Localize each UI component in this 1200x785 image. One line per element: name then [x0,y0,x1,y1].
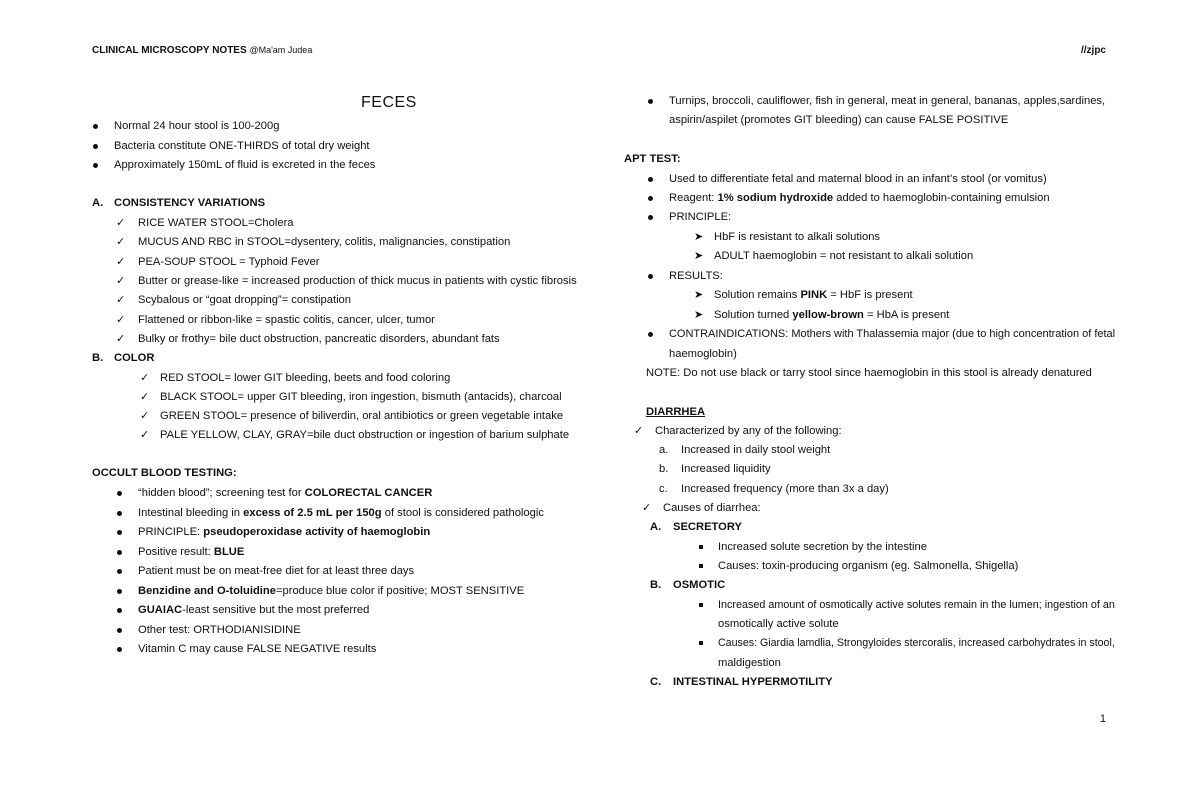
section-letter: C. [650,676,662,688]
text-fragment: “hidden blood”; screening test for [138,487,305,499]
section-heading-color: COLOR [114,352,155,364]
section-heading-apt: APT TEST: [624,153,681,165]
list-item: Flattened or ribbon-like = spastic colitis, cancer, ulcer, tumor [138,314,435,326]
text-fragment: PRINCIPLE: [138,526,204,538]
arrow-icon: ➤ [694,289,704,301]
list-item-line: CONTRAINDICATIONS: Mothers with Thalassemia major (due to high concentration of fetal [669,328,1116,340]
bullet-icon [117,491,122,496]
sub-item-line: osmotically active solute [718,618,839,630]
bullet-icon [648,332,653,337]
list-item: Causes of diarrhea: [663,502,761,514]
sub-item: Increased frequency (more than 3x a day) [681,483,889,495]
bullet-icon [648,274,653,279]
list-item: Vitamin C may cause FALSE NEGATIVE results [138,643,377,655]
note-text: NOTE: Do not use black or tarry stool since haemoglobin in this stool is already denatured [646,367,1092,379]
checkmark-icon: ✓ [642,502,652,514]
list-item: PEA-SOUP STOOL = Typhoid Fever [138,256,320,268]
sub-item: Increased solute secretion by the intestine [718,541,927,553]
bullet-icon [648,196,653,201]
text-fragment: = HbF is present [827,289,913,301]
section-letter-b: B. [92,352,104,364]
intro-item: Approximately 150mL of fluid is excreted in the feces [114,159,376,171]
sub-item-line: maldigestion [718,657,781,669]
bullet-icon [117,550,122,555]
section-title-feces: FECES [361,94,417,111]
list-item-line: haemoglobin) [669,348,737,360]
bold-fragment: 1% sodium hydroxide [717,192,834,204]
text-fragment: of stool is considered pathologic [381,507,544,519]
sub-item-line: Causes: Giardia lamdlia, Strongyloides stercoralis, increased carbohydrates in stool, [718,637,1115,649]
square-bullet-icon [699,603,703,607]
list-item: MUCUS AND RBC in STOOL=dysentery, colitis, malignancies, constipation [138,236,511,248]
checkmark-icon: ✓ [116,256,126,268]
header-left [92,45,312,56]
text-fragment: Positive result: [138,546,214,558]
arrow-icon: ➤ [694,231,704,243]
bold-fragment: Benzidine and O-toluidine [138,585,276,597]
bullet-icon [117,608,122,613]
list-item [138,545,244,559]
bullet-icon [117,569,122,574]
header-title: CLINICAL MICROSCOPY NOTES [92,45,247,56]
sub-letter: c. [659,483,668,495]
list-item: BLACK STOOL= upper GIT bleeding, iron ingestion, bismuth (antacids), charcoal [160,391,562,403]
bullet-icon [93,124,98,129]
sub-letter: b. [659,463,669,475]
text-fragment: Reagent: [669,192,718,204]
list-item: Used to differentiate fetal and maternal blood in an infant’s stool (or vomitus) [669,173,1047,185]
section-letter-a: A. [92,197,104,209]
list-item: Bulky or frothy= bile duct obstruction, pancreatic disorders, abundant fats [138,333,500,345]
text-fragment: added to haemoglobin-containing emulsion [833,192,1050,204]
sub-item: Increased liquidity [681,463,771,475]
square-bullet-icon [699,545,703,549]
sub-item: Increased in daily stool weight [681,444,831,456]
list-item: Characterized by any of the following: [655,425,842,437]
list-item [138,603,369,617]
text-fragment: -least sensitive but the most preferred [182,604,370,616]
bullet-icon [117,511,122,516]
text-fragment: = HbA is present [863,309,950,321]
section-heading-occult: OCCULT BLOOD TESTING: [92,467,237,479]
list-item: Butter or grease-like = increased production of thick mucus in patients with cystic fibrosis [138,275,577,287]
section-heading-consistency: CONSISTENCY VARIATIONS [114,197,266,209]
checkmark-icon: ✓ [116,217,126,229]
bold-fragment: COLORECTAL CANCER [304,487,433,499]
bullet-icon [648,177,653,182]
checkmark-icon: ✓ [116,314,126,326]
bullet-icon [648,99,653,104]
arrow-icon: ➤ [694,250,704,262]
checkmark-icon: ✓ [116,236,126,248]
list-item: PRINCIPLE: [669,211,732,223]
list-item: PALE YELLOW, CLAY, GRAY=bile duct obstruction or ingestion of barium sulphate [160,429,570,441]
list-item: RICE WATER STOOL=Cholera [138,217,294,229]
square-bullet-icon [699,641,703,645]
list-item: GREEN STOOL= presence of biliverdin, oral antibiotics or green vegetable intake [160,410,564,422]
intro-item: Bacteria constitute ONE-THIRDS of total dry weight [114,140,370,152]
sub-item: ADULT haemoglobin = not resistant to alkali solution [714,250,974,262]
checkmark-icon: ✓ [116,294,126,306]
bold-fragment: excess of 2.5 mL per 150g [243,507,382,519]
section-heading-diarrhea: DIARRHEA [646,406,706,418]
section-letter: B. [650,579,662,591]
text-fragment: Solution remains [714,289,801,301]
list-item [138,584,524,598]
bullet-icon [117,628,122,633]
section-letter: A. [650,521,662,533]
list-item-line: Turnips, broccoli, cauliflower, fish in general, meat in general, bananas, apples,sardines, [669,95,1106,107]
bullet-icon [117,530,122,535]
bullet-icon [117,589,122,594]
bullet-icon [117,647,122,652]
bold-fragment: BLUE [213,546,245,558]
checkmark-icon: ✓ [116,275,126,287]
sub-letter: a. [659,444,669,456]
subsection-heading-secretory: SECRETORY [673,521,743,533]
list-item: Scybalous or “goat dropping”= constipation [138,294,352,306]
bullet-icon [93,144,98,149]
list-item: Other test: ORTHODIANISIDINE [138,624,301,636]
bold-fragment: pseudoperoxidase activity of haemoglobin [203,526,431,538]
checkmark-icon: ✓ [140,410,150,422]
bullet-icon [648,215,653,220]
bullet-icon [93,163,98,168]
text-fragment: Intestinal bleeding in [138,507,244,519]
subsection-heading-osmotic: OSMOTIC [673,579,726,591]
list-item [138,506,544,520]
sub-item: HbF is resistant to alkali solutions [714,231,881,243]
header-right: //zjpc [1080,45,1106,56]
square-bullet-icon [699,564,703,568]
sub-item: Causes: toxin-producing organism (eg. Salmonella, Shigella) [718,560,1019,572]
bold-fragment: GUAIAC [138,604,183,616]
list-item: RESULTS: [669,270,723,282]
checkmark-icon: ✓ [140,372,150,384]
list-item [138,525,430,539]
checkmark-icon: ✓ [140,429,150,441]
sub-item-line: Increased amount of osmotically active solutes remain in the lumen; ingestion of an [718,599,1115,611]
sub-item [714,288,913,302]
checkmark-icon: ✓ [140,391,150,403]
intro-item: Normal 24 hour stool is 100-200g [114,120,280,132]
sub-item [714,308,949,322]
bold-fragment: yellow-brown [792,309,864,321]
checkmark-icon: ✓ [116,333,126,345]
list-item [669,191,1050,205]
list-item [138,486,432,500]
text-fragment: Solution turned [714,309,793,321]
list-item-line: aspirin/aspilet (promotes GIT bleeding) can cause FALSE POSITIVE [669,114,1009,126]
checkmark-icon: ✓ [634,425,644,437]
header-author: @Ma'am Judea [249,45,313,55]
list-item: RED STOOL= lower GIT bleeding, beets and food coloring [160,372,451,384]
arrow-icon: ➤ [694,309,704,321]
bold-fragment: PINK [800,289,828,301]
text-fragment: =produce blue color if positive; MOST SENSITIVE [275,585,525,597]
list-item: Patient must be on meat-free diet for at least three days [138,565,415,577]
subsection-heading-hypermotility: INTESTINAL HYPERMOTILITY [673,676,833,688]
page-number: 1 [1099,713,1106,725]
